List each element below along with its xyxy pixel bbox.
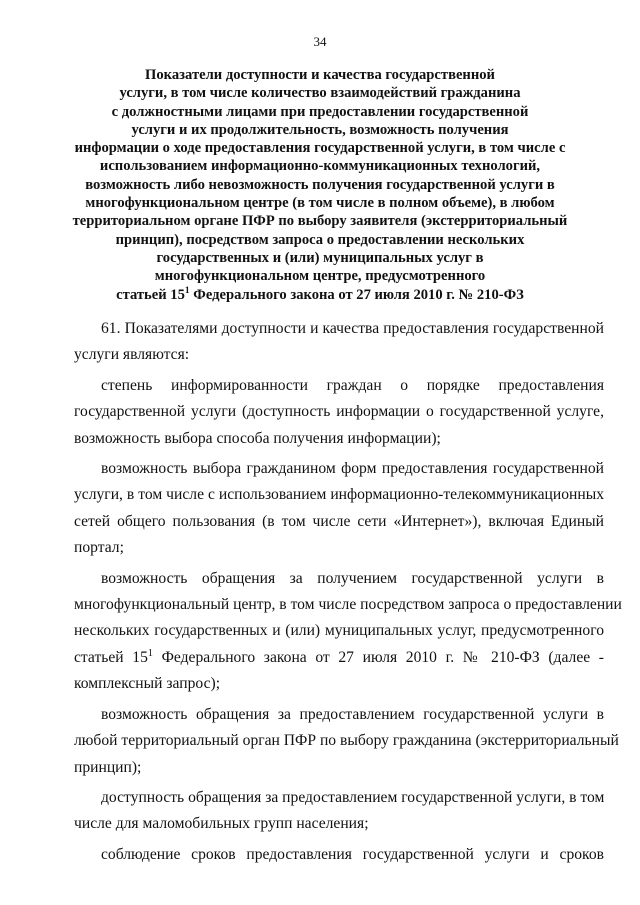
document-body	[74, 316, 622, 868]
heading-line: использованием информационно-коммуникационных технологий,	[99, 158, 541, 175]
paragraph-line: сетей общего пользования (в том числе сети «Интернет»), включая Единый	[74, 512, 604, 530]
heading-line: Показатели доступности и качества государственной	[145, 67, 495, 83]
paragraph-line: соблюдение сроков предоставления государственной услуги и сроков	[101, 845, 604, 863]
paragraph-line: возможность выбора способа получения информации);	[74, 429, 441, 447]
paragraph-line: услуги, в том числе с использованием информационно-телекоммуникационных	[74, 486, 604, 504]
paragraph-line: нескольких государственных и (или) муниципальных услуг, предусмотренного	[74, 622, 604, 640]
paragraph-line: государственной услуги (доступность информации о государственной услуге,	[74, 403, 604, 421]
paragraph-line: принцип);	[74, 758, 142, 776]
paragraph-line: любой территориальный орган ПФР по выбору гражданина (экстерриториальный	[74, 732, 619, 750]
heading-line: информации о ходе предоставления государственной услуги, в том числе с	[74, 140, 566, 157]
heading-line: территориальном органе ПФР по выбору заявителя (экстерриториальный	[72, 213, 568, 230]
heading-line: возможность либо невозможность получения государственной услуги в	[85, 176, 555, 193]
heading-text: Федерального закона от 27 июля 2010 г. № 210-ФЗ	[189, 286, 524, 303]
heading-line: услуги и их продолжительность, возможность получения	[131, 121, 509, 138]
heading-last-line	[70, 286, 570, 304]
paragraph-line: возможность выбора гражданином форм предоставления государственной	[101, 460, 604, 478]
paragraph-line: многофункциональный центр, в том числе посредством запроса о предоставлении	[74, 596, 622, 614]
heading-line: многофункциональном центре (в том числе в полном объеме), в любом	[85, 195, 555, 212]
page-number: 34	[313, 34, 327, 49]
heading-text: статьей 15	[116, 286, 185, 303]
paragraph-informedness	[74, 373, 604, 452]
paragraph-line	[74, 645, 604, 671]
paragraph-line: 61. Показателями доступности и качества предоставления государственной	[101, 320, 604, 337]
section-heading	[70, 66, 570, 304]
heading-line: с должностными лицами при предоставлении государственной	[111, 103, 529, 120]
paragraph-line: возможность обращения за предоставлением государственной услуги в	[101, 705, 604, 723]
paragraph-line: доступность обращения за предоставлением государственной услуги, в том	[101, 788, 605, 806]
heading-line: многофункциональном центре, предусмотренного	[154, 268, 486, 285]
paragraph-superscript: 1	[147, 647, 153, 659]
paragraph-line: степень информированности граждан о порядке предоставления	[101, 376, 604, 394]
paragraph-accessibility	[74, 785, 604, 838]
paragraph-choice-of-forms	[74, 456, 604, 562]
paragraph-line: комплексный запрос);	[74, 675, 221, 693]
paragraph-mfc-request	[74, 566, 622, 698]
paragraph-line: портал;	[74, 539, 124, 557]
paragraph-deadlines	[74, 842, 604, 868]
paragraph-extraterritorial	[74, 702, 619, 781]
paragraph-61	[74, 316, 604, 369]
heading-line: услуги, в том числе количество взаимодействий гражданина	[119, 85, 521, 102]
paragraph-line: услуги являются:	[74, 346, 190, 364]
heading-line: принцип), посредством запроса о предоставлении нескольких	[115, 231, 525, 248]
paragraph-line: возможность обращения за получением государственной услуги в	[101, 569, 604, 587]
paragraph-text: статьей 15	[74, 648, 148, 666]
heading-line: государственных и (или) муниципальных услуг в	[156, 249, 484, 266]
paragraph-text: Федерального закона от 27 июля 2010 г. № 210-ФЗ (далее -	[152, 648, 604, 666]
paragraph-line: числе для маломобильных групп населения;	[74, 815, 369, 833]
heading-superscript: 1	[184, 285, 190, 296]
